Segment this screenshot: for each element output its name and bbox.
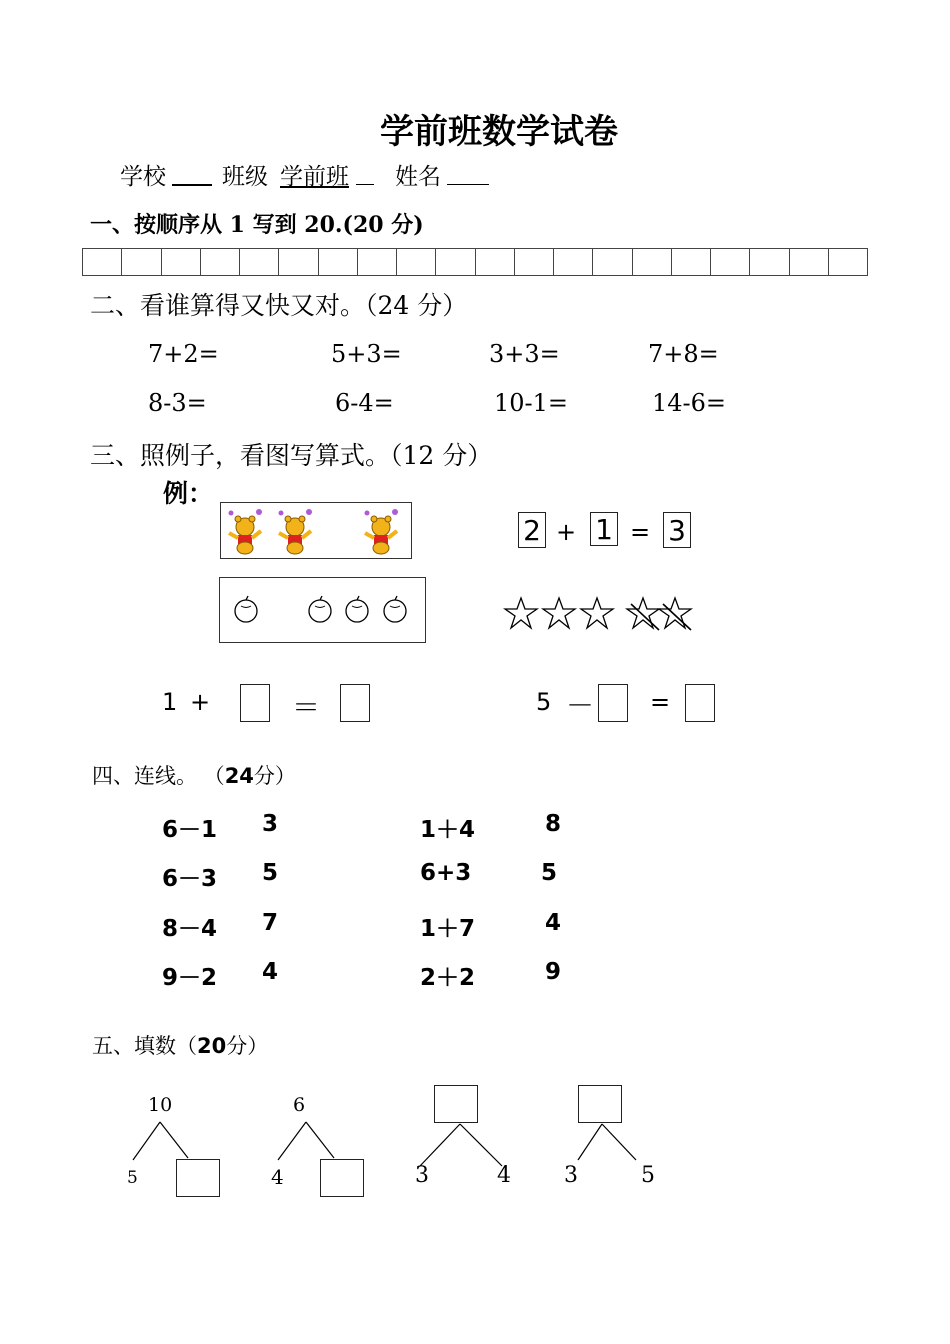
section4-points: 24: [224, 764, 254, 788]
number-grid[interactable]: [82, 248, 868, 276]
grid-cell[interactable]: [749, 249, 788, 275]
grid-cell[interactable]: [514, 249, 553, 275]
grid-cell[interactable]: [278, 249, 317, 275]
apple-icon: [309, 596, 331, 622]
tree3-left: 3: [415, 1163, 429, 1188]
right-num[interactable]: 8: [545, 811, 562, 837]
bear-icon: [365, 509, 399, 554]
equation: 14-6=: [652, 389, 727, 417]
section4-heading-prefix: 四、连线。 （: [92, 764, 225, 788]
left-expr[interactable]: 8－4: [162, 916, 218, 942]
section4-heading: [92, 760, 296, 790]
tree3-blank[interactable]: [434, 1085, 478, 1123]
equation: 7+2=: [148, 340, 219, 368]
right-num[interactable]: 4: [545, 910, 562, 936]
bear-icon: [229, 509, 263, 554]
section4-heading-suffix: 分）: [253, 764, 296, 788]
star-crossed-icon: [659, 598, 691, 628]
grid-cell[interactable]: [161, 249, 200, 275]
bear-icon: [279, 509, 313, 554]
tree3-right: 4: [497, 1163, 511, 1188]
star-crossed-icon: [627, 598, 659, 628]
section2-heading: 二、看谁算得又快又对。（24 分）: [90, 291, 468, 320]
class-label: 班级: [222, 164, 268, 190]
equals-sign: =: [630, 518, 651, 546]
grid-cell[interactable]: [318, 249, 357, 275]
section1-heading: 一、按顺序从 1 写到 20.(20 分): [90, 212, 424, 238]
equation: 7+8=: [648, 340, 719, 368]
section5-points: 20: [197, 1034, 227, 1058]
eq1-blank-1[interactable]: [240, 684, 270, 722]
right-expr[interactable]: 1＋7: [420, 916, 476, 942]
grid-cell[interactable]: [475, 249, 514, 275]
grid-cell[interactable]: [200, 249, 239, 275]
stars-picture: [503, 592, 703, 640]
star-icon: [505, 598, 537, 628]
grid-cell[interactable]: [396, 249, 435, 275]
bears-picture: [220, 502, 412, 559]
section3-heading: 三、照例子，看图写算式。（12 分）: [90, 441, 493, 470]
right-expr[interactable]: 6+3: [420, 860, 472, 886]
left-expr[interactable]: 6－3: [162, 866, 218, 892]
tree2-left: 4: [271, 1165, 284, 1189]
grid-cell[interactable]: [83, 249, 121, 275]
grid-cell[interactable]: [357, 249, 396, 275]
tree4-left: 3: [564, 1163, 578, 1188]
tree2-lines: [268, 1118, 358, 1164]
example-box-result: 3: [663, 512, 691, 548]
name-label: 姓名: [395, 164, 441, 190]
left-expr[interactable]: 9－2: [162, 965, 218, 991]
grid-cell[interactable]: [632, 249, 671, 275]
grid-cell[interactable]: [592, 249, 631, 275]
eq1-equals: ＝: [292, 691, 321, 724]
example-box-a: 2: [518, 512, 546, 548]
right-expr[interactable]: 1＋4: [420, 817, 476, 843]
star-icon: [543, 598, 575, 628]
grid-cell[interactable]: [121, 249, 160, 275]
grid-cell[interactable]: [710, 249, 749, 275]
grid-cell[interactable]: [828, 249, 867, 275]
eq2-equals: =: [650, 688, 671, 716]
eq1-plus: +: [190, 688, 211, 716]
grid-cell[interactable]: [789, 249, 828, 275]
apples-picture: [219, 577, 426, 643]
eq2-blank-2[interactable]: [685, 684, 715, 722]
right-num[interactable]: 5: [541, 860, 558, 886]
tree1-lines: [120, 1118, 210, 1164]
school-blank[interactable]: [172, 184, 212, 186]
equation: 10-1=: [494, 389, 569, 417]
tree2-blank[interactable]: [320, 1159, 364, 1197]
school-label: 学校: [120, 164, 166, 190]
tree2-top: 6: [293, 1094, 306, 1116]
grid-cell[interactable]: [553, 249, 592, 275]
grid-cell[interactable]: [671, 249, 710, 275]
class-value: 学前班: [280, 164, 349, 190]
name-blank[interactable]: [447, 184, 489, 185]
grid-cell[interactable]: [435, 249, 474, 275]
plus-sign: +: [556, 518, 577, 546]
section5-heading-suffix: 分）: [226, 1034, 269, 1058]
tree1-top: 10: [148, 1094, 173, 1116]
apple-icon: [384, 596, 406, 622]
page-title: 学前班数学试卷: [380, 112, 618, 152]
apple-icon: [235, 596, 257, 622]
class-underline: [356, 184, 374, 185]
equation: 8-3=: [148, 389, 207, 417]
tree1-left: 5: [127, 1168, 138, 1188]
eq2-minus: －: [566, 689, 595, 722]
left-num[interactable]: 3: [262, 811, 279, 837]
section5-heading-prefix: 五、填数（: [92, 1034, 197, 1058]
tree1-blank[interactable]: [176, 1159, 220, 1197]
left-expr[interactable]: 6－1: [162, 817, 218, 843]
equation: 3+3=: [489, 340, 560, 368]
equation: 6-4=: [335, 389, 394, 417]
tree4-blank[interactable]: [578, 1085, 622, 1123]
right-expr[interactable]: 2＋2: [420, 965, 476, 991]
eq1-num: 1: [162, 688, 178, 716]
left-num[interactable]: 5: [262, 860, 279, 886]
apple-icon: [346, 596, 368, 622]
tree4-right: 5: [641, 1163, 655, 1188]
eq1-blank-2[interactable]: [340, 684, 370, 722]
eq2-blank-1[interactable]: [598, 684, 628, 722]
right-num[interactable]: 9: [545, 959, 562, 985]
left-num[interactable]: 7: [262, 910, 279, 936]
star-icon: [581, 598, 613, 628]
eq2-num: 5: [536, 688, 552, 716]
equation: 5+3=: [331, 340, 402, 368]
example-box-b: 1: [590, 512, 618, 546]
grid-cell[interactable]: [239, 249, 278, 275]
section5-heading: [92, 1030, 268, 1060]
example-label: 例：: [163, 479, 214, 508]
left-num[interactable]: 4: [262, 959, 279, 985]
